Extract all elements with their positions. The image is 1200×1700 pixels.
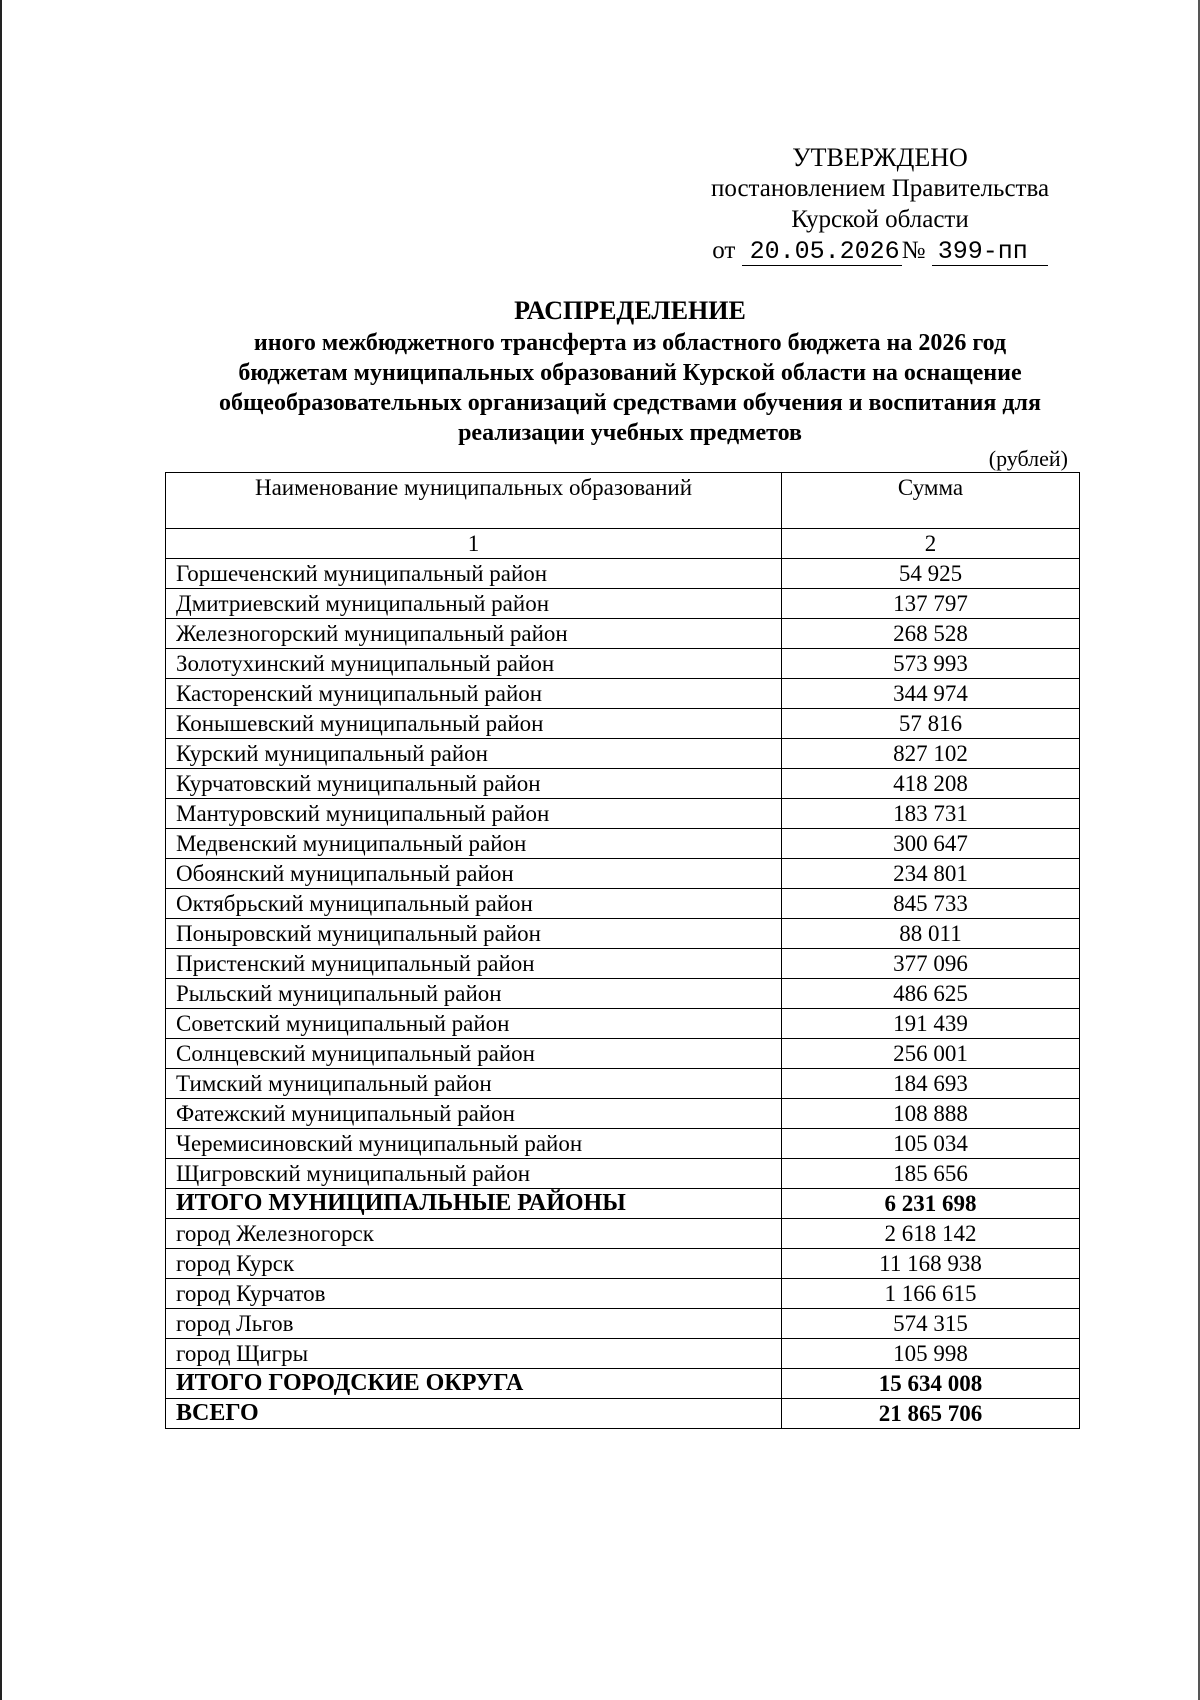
amount: 21 865 706 — [782, 1399, 1080, 1429]
table-row — [166, 1129, 1080, 1159]
municipality-name: Конышевский муниципальный район — [166, 709, 782, 739]
amount: 377 096 — [782, 949, 1080, 979]
municipality-name: Железногорский муниципальный район — [166, 619, 782, 649]
municipality-name: город Железногорск — [166, 1219, 782, 1249]
table-row — [166, 709, 1080, 739]
municipality-name: Дмитриевский муниципальный район — [166, 589, 782, 619]
table-row — [166, 859, 1080, 889]
table-row — [166, 949, 1080, 979]
table-row — [166, 1159, 1080, 1189]
table-row — [166, 589, 1080, 619]
amount: 105 998 — [782, 1339, 1080, 1369]
amount: 137 797 — [782, 589, 1080, 619]
amount: 183 731 — [782, 799, 1080, 829]
municipality-name: ИТОГО ГОРОДСКИЕ ОКРУГА — [166, 1369, 782, 1399]
municipality-name: город Льгов — [166, 1309, 782, 1339]
amount: 6 231 698 — [782, 1189, 1080, 1219]
subtitle-line-1: иного межбюджетного трансферта из областного бюджета на 2026 год — [253, 330, 1007, 356]
amount: 300 647 — [782, 829, 1080, 859]
table-total-row — [166, 1369, 1080, 1399]
unit-note: (рублей) — [988, 446, 1068, 471]
table-row — [166, 1279, 1080, 1309]
amount: 108 888 — [782, 1099, 1080, 1129]
table-row — [166, 1009, 1080, 1039]
table-row — [166, 1099, 1080, 1129]
amount: 15 634 008 — [782, 1369, 1080, 1399]
document-title-block — [160, 296, 1100, 448]
municipality-name: Горшеченский муниципальный район — [166, 559, 782, 589]
amount: 88 011 — [782, 919, 1080, 949]
header-name: Наименование муниципальных образований — [166, 473, 782, 529]
amount: 574 315 — [782, 1309, 1080, 1339]
table-row — [166, 649, 1080, 679]
table-row — [166, 739, 1080, 769]
table-row — [166, 559, 1080, 589]
table-row — [166, 1339, 1080, 1369]
table-row — [166, 889, 1080, 919]
table-row — [166, 1069, 1080, 1099]
table-row — [166, 829, 1080, 859]
municipality-name: Тимский муниципальный район — [166, 1069, 782, 1099]
municipality-name: город Курчатов — [166, 1279, 782, 1309]
subtitle-line-2: бюджетам муниципальных образований Курской области на оснащение — [238, 360, 1022, 386]
amount: 105 034 — [782, 1129, 1080, 1159]
table-row — [166, 799, 1080, 829]
table-row — [166, 1039, 1080, 1069]
approval-date: 20.05.2026 — [742, 239, 902, 266]
table-row — [166, 919, 1080, 949]
approval-date-line — [660, 235, 1100, 266]
municipality-name: Золотухинский муниципальный район — [166, 649, 782, 679]
municipality-name: город Щигры — [166, 1339, 782, 1369]
municipality-name: Фатежский муниципальный район — [166, 1099, 782, 1129]
table-row — [166, 679, 1080, 709]
header-sum: Сумма — [782, 473, 1080, 529]
municipality-name: Октябрьский муниципальный район — [166, 889, 782, 919]
from-prefix: от — [712, 237, 736, 264]
amount: 234 801 — [782, 859, 1080, 889]
amount: 1 166 615 — [782, 1279, 1080, 1309]
table-total-row — [166, 1399, 1080, 1429]
municipality-name: Курский муниципальный район — [166, 739, 782, 769]
amount: 845 733 — [782, 889, 1080, 919]
table-row — [166, 619, 1080, 649]
municipality-name: город Курск — [166, 1249, 782, 1279]
column-number-row — [166, 529, 1080, 559]
municipality-name: Черемисиновский муниципальный район — [166, 1129, 782, 1159]
column-number-1: 1 — [166, 529, 782, 559]
approval-title: УТВЕРЖДЕНО — [792, 143, 968, 172]
amount: 486 625 — [782, 979, 1080, 1009]
municipality-name: Обоянский муниципальный район — [166, 859, 782, 889]
subtitle-line-4: реализации учебных предметов — [458, 420, 802, 446]
amount: 344 974 — [782, 679, 1080, 709]
table-row — [166, 769, 1080, 799]
approval-line-2: постановлением Правительства — [710, 175, 1050, 202]
approval-line-3: Курской области — [791, 206, 969, 233]
amount: 2 618 142 — [782, 1219, 1080, 1249]
table-row — [166, 1309, 1080, 1339]
amount: 268 528 — [782, 619, 1080, 649]
municipality-name: Щигровский муниципальный район — [166, 1159, 782, 1189]
municipality-name: Медвенский муниципальный район — [166, 829, 782, 859]
municipality-name: Поныровский муниципальный район — [166, 919, 782, 949]
table-row — [166, 979, 1080, 1009]
municipality-name: Курчатовский муниципальный район — [166, 769, 782, 799]
amount: 191 439 — [782, 1009, 1080, 1039]
document-heading: РАСПРЕДЕЛЕНИЕ — [514, 296, 746, 325]
amount: 185 656 — [782, 1159, 1080, 1189]
amount: 54 925 — [782, 559, 1080, 589]
number-sign: № — [901, 237, 926, 264]
column-number-2: 2 — [782, 529, 1080, 559]
approval-block — [660, 142, 1100, 266]
municipality-name: Пристенский муниципальный район — [166, 949, 782, 979]
municipality-name: Касторенский муниципальный район — [166, 679, 782, 709]
approval-number: 399-пп — [932, 239, 1048, 266]
municipality-name: Советский муниципальный район — [166, 1009, 782, 1039]
municipality-name: Рыльский муниципальный район — [166, 979, 782, 1009]
municipality-name: Мантуровский муниципальный район — [166, 799, 782, 829]
subtitle-line-3: общеобразовательных организаций средствами обучения и воспитания для — [219, 390, 1041, 416]
amount: 11 168 938 — [782, 1249, 1080, 1279]
amount: 184 693 — [782, 1069, 1080, 1099]
municipality-name: ВСЕГО — [166, 1399, 782, 1429]
municipality-name: Солнцевский муниципальный район — [166, 1039, 782, 1069]
table-row — [166, 1249, 1080, 1279]
municipality-name: ИТОГО МУНИЦИПАЛЬНЫЕ РАЙОНЫ — [166, 1189, 782, 1219]
page-edge-left — [0, 0, 2, 1700]
amount: 418 208 — [782, 769, 1080, 799]
amount: 57 816 — [782, 709, 1080, 739]
table-header-row — [166, 473, 1080, 529]
table-total-row — [166, 1189, 1080, 1219]
amount: 256 001 — [782, 1039, 1080, 1069]
amount: 573 993 — [782, 649, 1080, 679]
distribution-table — [165, 472, 1080, 1429]
table-row — [166, 1219, 1080, 1249]
amount: 827 102 — [782, 739, 1080, 769]
